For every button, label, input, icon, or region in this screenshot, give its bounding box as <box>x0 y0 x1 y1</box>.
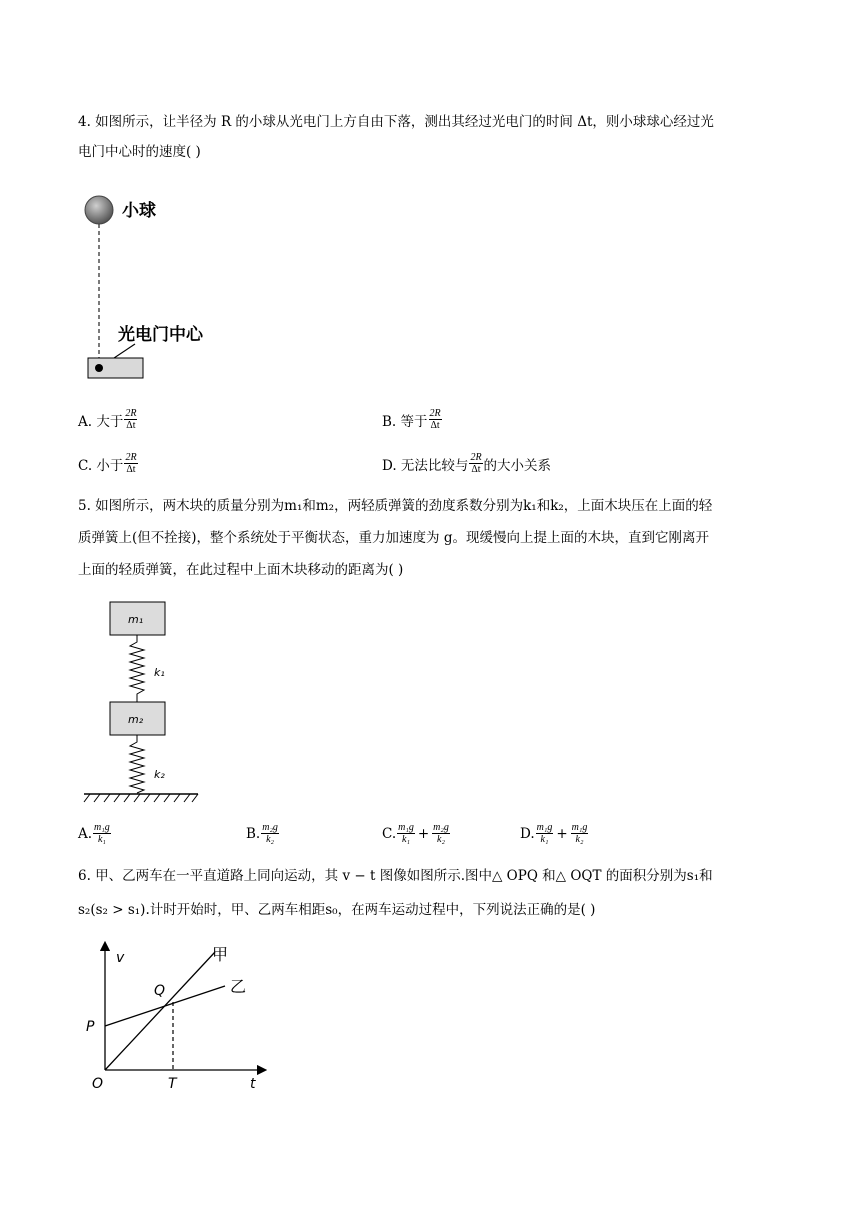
fraction: $\frac{\text{m₁g}}{\text{k₁}}$ <box>536 822 553 845</box>
q-label: Q <box>154 983 166 999</box>
q5-stem-line2: 质弹簧上(但不拴接)，整个系统处于平衡状态，重力加速度为 g。现缓慢向上提上面的木块，直到它刚离开 <box>78 530 709 546</box>
fraction: $\frac{2R}{\Delta t}$ <box>125 452 137 475</box>
q4-option-b[interactable]: B. 等于 $\frac{2R}{\Delta t}$ <box>382 408 441 431</box>
q5-option-b[interactable]: B. $\frac{\text{m₂g}}{\text{k₂}}$ <box>246 822 278 845</box>
spring-k2 <box>130 735 144 793</box>
block-m2-label: m₂ <box>128 713 144 726</box>
t-axis-label: t <box>250 1076 256 1092</box>
fraction: $\frac{\text{m₁g}}{\text{k₁}}$ <box>94 822 110 845</box>
q4-stem-line2: 电门中心时的速度( ) <box>78 144 201 160</box>
q4-option-d[interactable]: D. 无法比较与 $\frac{2R}{\Delta t}$ 的大小关系 <box>382 452 552 475</box>
fraction: $\frac{2R}{\Delta t}$ <box>470 452 482 475</box>
line-jia <box>105 952 215 1070</box>
spring-k1 <box>130 635 144 702</box>
q5-stem-line1: 5. 如图所示，两木块的质量分别为m₁和m₂，两轻质弹簧的劲度系数分别为k₁和k₂，上面木块压在上面的轻 <box>78 498 713 514</box>
fraction: $\frac{\text{m₁g}}{\text{k₁}}$ <box>398 822 414 845</box>
q5-stem-line3: 上面的轻质弹簧，在此过程中上面木块移动的距离为( ) <box>78 562 404 578</box>
fraction: $\frac{\text{m₂g}}{\text{k₂}}$ <box>262 822 278 845</box>
v-axis-label: v <box>116 950 125 966</box>
q6-stem-line2: s₂(s₂ > s₁).计时开始时，甲、乙两车相距s₀，在两车运动过程中，下列说法正确的是( ) <box>78 902 596 918</box>
fraction: $\frac{\text{m₂g}}{\text{k₂}}$ <box>433 822 449 845</box>
yi-label: 乙 <box>230 977 247 996</box>
q4-option-c[interactable]: C. 小于 $\frac{2R}{\Delta t}$ <box>78 452 137 475</box>
fraction: $\frac{\text{m₁g}}{\text{k₂}}$ <box>571 822 588 845</box>
gate-label: 光电门中心 <box>118 325 203 345</box>
block-m1-label: m₁ <box>128 613 144 626</box>
p-label: P <box>86 1019 95 1035</box>
t-point-label: T <box>168 1076 177 1092</box>
fraction: $\frac{2R}{\Delta t}$ <box>429 408 441 431</box>
ground-hatch <box>84 794 198 802</box>
origin-label: O <box>92 1076 104 1092</box>
q5-option-a[interactable]: A. $\frac{\text{m₁g}}{\text{k₁}}$ <box>78 822 110 845</box>
q4-figure <box>80 188 230 388</box>
spring-k2-label: k₂ <box>154 768 165 781</box>
q6-stem-line1: 6. 甲、乙两车在一平直道路上同向运动，其 v − t 图像如图所示.图中△ OPQ 和△ OQT 的面积分别为s₁和 <box>78 868 713 884</box>
q4-stem-line1: 4. 如图所示，让半径为 R 的小球从光电门上方自由下落，测出其经过光电门的时间 Δt，则小球球心经过光 <box>78 114 714 130</box>
spring-k1-label: k₁ <box>154 666 165 679</box>
q5-figure <box>80 600 205 805</box>
q4-option-a[interactable]: A. 大于 $\frac{2R}{\Delta t}$ <box>78 408 137 431</box>
ball-icon <box>85 196 113 224</box>
q5-option-c[interactable]: C. $\frac{\text{m₁g}}{\text{k₁}}$ + $\frac{\text{m₂g}}{\text{k₂}}$ <box>382 822 449 845</box>
ball-label: 小球 <box>122 201 156 221</box>
gate-center-dot <box>95 364 103 372</box>
jia-label: 甲 <box>212 945 229 964</box>
q6-vt-graph <box>80 940 270 1095</box>
q5-option-d[interactable]: D. $\frac{\text{m₁g}}{\text{k₁}}$ + $\frac{\text{m₁g}}{\text{k₂}}$ <box>520 822 588 845</box>
fraction: $\frac{2R}{\Delta t}$ <box>125 408 137 431</box>
